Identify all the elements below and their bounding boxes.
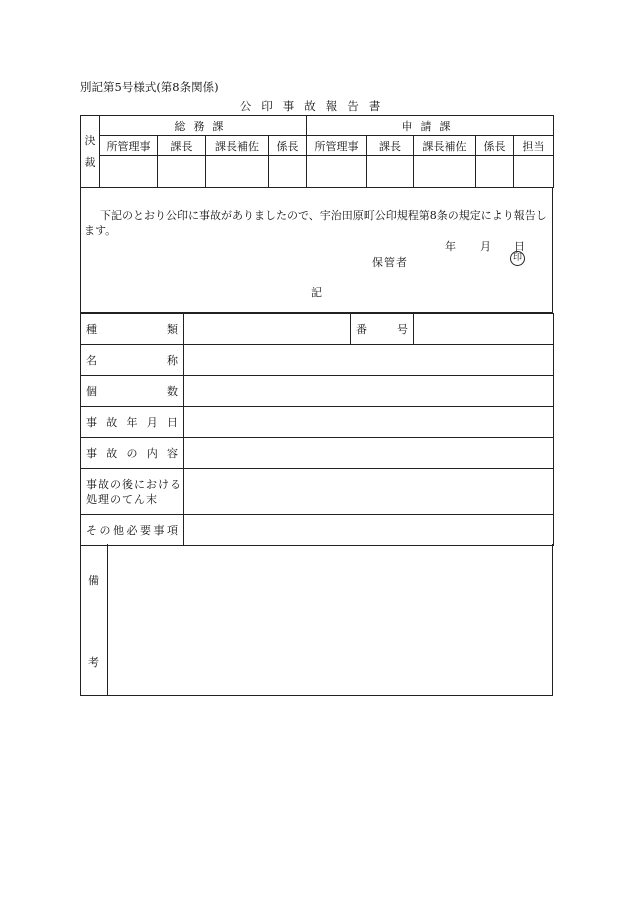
kind-label: 種 類: [81, 314, 184, 345]
number-label: 番 号: [351, 314, 414, 345]
custodian-label: 保管者: [372, 256, 408, 269]
form-title: 公印事故報告書: [239, 99, 391, 113]
accident-content-label: 事 故 の 内 容: [81, 438, 184, 469]
form-caption: 別記第5号様式(第8条関係): [80, 80, 219, 94]
other-label: そ の 他 必 要 事 項: [81, 515, 184, 546]
accident-date-label: 事 故 年 月 日: [81, 407, 184, 438]
role-cell: 係長: [269, 136, 307, 156]
date-year-label: 年: [445, 240, 456, 253]
statement-box: [80, 188, 553, 313]
role-cell: 課長補佐: [414, 136, 476, 156]
stamp-box[interactable]: [514, 156, 554, 188]
stamp-box[interactable]: [269, 156, 307, 188]
kind-value[interactable]: [184, 314, 351, 345]
name-label: 名 称: [81, 345, 184, 376]
name-value[interactable]: [184, 345, 554, 376]
remarks-label-bottom: 考: [88, 656, 99, 669]
role-cell: 課長補佐: [206, 136, 269, 156]
accident-content-value[interactable]: [184, 438, 554, 469]
accident-date-value[interactable]: [184, 407, 554, 438]
stamp-box[interactable]: [206, 156, 269, 188]
role-cell: 課長: [367, 136, 414, 156]
date-day-label: 日: [514, 240, 525, 253]
count-value[interactable]: [184, 376, 554, 407]
stamp-box[interactable]: [100, 156, 158, 188]
stamp-box[interactable]: [307, 156, 367, 188]
count-label: 個 数: [81, 376, 184, 407]
role-cell: 所管理事: [100, 136, 158, 156]
date-month-label: 月: [480, 240, 491, 253]
details-table: [80, 313, 554, 546]
dept-shinsei-header: 申請課: [307, 116, 554, 136]
handling-label: 事故の後における処理のてん末: [81, 469, 184, 515]
role-cell: 所管理事: [307, 136, 367, 156]
stamp-box[interactable]: [158, 156, 206, 188]
remarks-label-top: 備: [88, 574, 99, 587]
number-value[interactable]: [414, 314, 554, 345]
statement-text: 下記のとおり公印に事故がありましたので、宇治田原町公印規程第8条の規定により報告します。: [84, 209, 547, 237]
stamp-box[interactable]: [476, 156, 514, 188]
approval-table: [80, 115, 554, 188]
approval-side-label: 決 裁: [81, 116, 100, 188]
role-cell: 課長: [158, 136, 206, 156]
role-cell: 担当: [514, 136, 554, 156]
seal-mark: 印: [510, 251, 525, 266]
ki-heading: 記: [311, 286, 322, 299]
handling-value[interactable]: [184, 469, 554, 515]
role-cell: 係長: [476, 136, 514, 156]
other-value[interactable]: [184, 515, 554, 546]
stamp-box[interactable]: [367, 156, 414, 188]
stamp-box[interactable]: [414, 156, 476, 188]
remarks-box[interactable]: [80, 544, 553, 696]
remarks-label-column: [81, 544, 108, 695]
dept-soumu-header: 総務課: [100, 116, 307, 136]
